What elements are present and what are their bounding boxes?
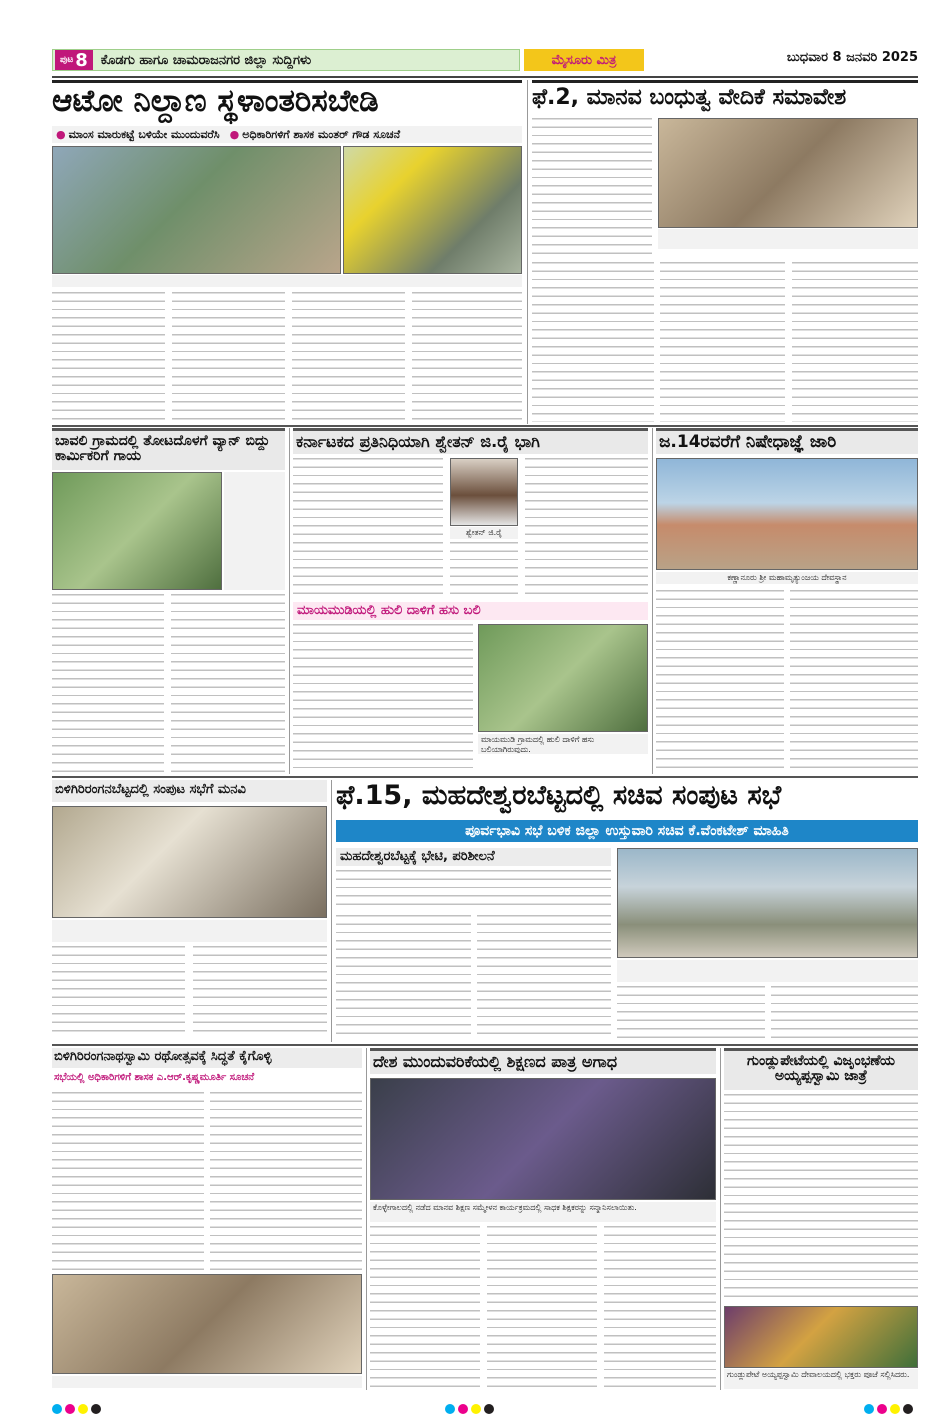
bavali-body-col-2 [171, 594, 285, 772]
auto-body-col-3 [292, 292, 405, 422]
page-number-badge [55, 50, 93, 70]
rathotsava-body-col-1 [52, 1092, 204, 1270]
prohibition-body-col-1 [656, 590, 784, 772]
section-title: ಕೊಡಗು ಹಾಗೂ ಚಾಮರಾಜನಗರ ಜಿಲ್ಲಾ ಸುದ್ದಿಗಳು [100, 52, 312, 68]
feb15-body-col-3 [617, 986, 765, 1038]
photo-shwethan-portrait [450, 458, 518, 526]
feb15-banner: ಪೂರ್ವಭಾವಿ ಸಭೆ ಬಳಿಕ ಜಿಲ್ಲಾ ಉಸ್ತುವಾರಿ ಸಚಿವ ಕೆ.ವೆಂಕಟೇಶ್ ಮಾಹಿತಿ [336, 820, 918, 842]
auto-body-col-2 [172, 292, 285, 422]
tiger-headline-text: ಮಾಯಮುಡಿಯಲ್ಲಿ ಹುಲಿ ದಾಳಿಗೆ ಹಸು ಬಲಿ [297, 603, 481, 618]
feb2-body-col-4 [792, 262, 918, 422]
photo-ayyappa-jatre [724, 1306, 918, 1368]
photo-van-accident [52, 472, 222, 590]
issue-date: ಬುಧವಾರ 8 ಜನವರಿ 2025 [786, 50, 918, 65]
section-header-bar [52, 49, 520, 71]
feb15-subhead: ಮಹದೇಶ್ವರಬೆಟ್ಟಕ್ಕೆ ಭೇಟಿ, ಪರಿಶೀಲನೆ [336, 848, 611, 866]
reg-yellow-dot [471, 1404, 481, 1414]
photo-temple [656, 458, 918, 570]
registration-marks-right [864, 1404, 913, 1414]
education-body-col-3 [604, 1226, 716, 1388]
photo-auto-crowd [52, 146, 341, 274]
reg-magenta-dot [877, 1404, 887, 1414]
reg-magenta-dot [65, 1404, 75, 1414]
karnataka-body-col-3 [525, 458, 648, 598]
bavali-photo-caption [224, 472, 285, 590]
ayyappa-photo-caption: ಗುಂಡ್ಲುಪೇಟೆ ಅಯ್ಯಪ್ಪಸ್ವಾಮಿ ದೇವಾಲಯದಲ್ಲಿ ಭಕ್ತರು ಪೂಜೆ ಸಲ್ಲಿಸಿದರು. [724, 1369, 918, 1389]
feb2-body-col-2 [532, 262, 654, 422]
tiger-body-col-1 [293, 624, 473, 772]
education-body-col-1 [370, 1226, 480, 1388]
bavali-body-col-1 [52, 594, 164, 772]
reg-cyan-dot [52, 1404, 62, 1414]
auto-photo-caption [52, 275, 522, 287]
registration-marks-center [445, 1404, 494, 1414]
prohibition-body-col-2 [790, 590, 918, 772]
column-divider [527, 80, 528, 424]
reg-cyan-dot [864, 1404, 874, 1414]
karnataka-body-col-1 [293, 458, 443, 598]
education-body-col-2 [487, 1226, 597, 1388]
feb2-body-col-3 [660, 262, 785, 422]
auto-subheads [52, 126, 522, 143]
feb2-photo-caption [658, 229, 918, 249]
column-divider-2 [289, 428, 290, 774]
auto-subhead-2: ● ಅಧಿಕಾರಿಗಳಿಗೆ ಶಾಸಕ ಮಂತರ್ ಗೌಡ ಸೂಚನೆ [230, 128, 401, 142]
headline-karnataka: ಕರ್ನಾಟಕದ ಪ್ರತಿನಿಧಿಯಾಗಿ ಶ್ವೇತನ್ ಜಿ.ರೈ ಭಾಗಿ [293, 428, 648, 454]
reg-yellow-dot [78, 1404, 88, 1414]
registration-marks-left [52, 1404, 101, 1414]
column-divider-5 [366, 1048, 367, 1390]
headline-biligiri-cabinet: ಬಿಳಿಗಿರಿರಂಗನಬೆಟ್ಟದಲ್ಲಿ ಸಂಪುಟ ಸಭೆಗೆ ಮನವಿ [52, 780, 327, 802]
rathotsava-photo-caption [52, 1376, 362, 1388]
karnataka-body-col-2 [450, 542, 518, 598]
tiger-photo-caption: ಮಾಯಮುಡಿ ಗ್ರಾಮದಲ್ಲಿ ಹುಲಿ ದಾಳಿಗೆ ಹಸು ಬಲಿಯಾಗಿರುವುದು. [478, 734, 648, 754]
headline-prohibition: ಜ.14ರವರೆಗೆ ನಿಷೇಧಾಜ್ಞೆ ಜಾರಿ [656, 428, 918, 454]
rathotsava-subhead-text: ಸಭೆಯಲ್ಲಿ ಅಧಿಕಾರಿಗಳಿಗೆ ಶಾಸಕ ಎ.ಆರ್.ಕೃಷ್ಣಮೂರ್ತಿ ಸೂಚನೆ [54, 1072, 255, 1083]
reg-yellow-dot [890, 1404, 900, 1414]
photo-feb2-meeting [658, 118, 918, 228]
header-rule [52, 76, 918, 78]
headline-ayyappa: ಗುಂಡ್ಲುಪೇಟೆಯಲ್ಲಿ ವಿಜೃಂಭಣೆಯ ಅಯ್ಯಪ್ಪಸ್ವಾಮಿ ಜಾತ್ರೆ [724, 1048, 918, 1090]
biligiri-photo-caption [52, 920, 327, 942]
page-number: 8 [75, 49, 88, 71]
headline-feb15: ಫೆ.15, ಮಹದೇಶ್ವರಬೆಟ್ಟದಲ್ಲಿ ಸಚಿವ ಸಂಪುಟ ಸಭೆ [336, 780, 782, 811]
auto-body-col-1 [52, 292, 165, 422]
reg-black-dot [484, 1404, 494, 1414]
headline-education: ದೇಶ ಮುಂದುವರಿಕೆಯಲ್ಲಿ ಶಿಕ್ಷಣದ ಪಾತ್ರ ಅಗಾಧ [370, 1048, 716, 1074]
reg-black-dot [91, 1404, 101, 1414]
row-rule-3 [52, 1044, 918, 1046]
feb15-body-col-1 [336, 915, 471, 1038]
education-photo-caption: ಕೊಳ್ಳೇಗಾಲದಲ್ಲಿ ನಡೆದ ಮಾನವ ಶಿಕ್ಷಣ ಸಮ್ಮೇಳನ ಕಾರ್ಯಕ್ರಮದಲ್ಲಿ ಸಾಧಕ ಶಿಕ್ಷಕರನ್ನು ಸನ್ಮಾನಿಸಲಾಯಿತು. [370, 1202, 716, 1222]
newspaper-brand: ಮೈಸೂರು ಮಿತ್ರ [524, 49, 644, 71]
auto-body-col-4 [412, 292, 522, 422]
row-rule-1 [52, 425, 918, 427]
ayyappa-body [724, 1094, 918, 1304]
reg-magenta-dot [458, 1404, 468, 1414]
headline-bavali: ಬಾವಲಿ ಗ್ರಾಮದಲ್ಲಿ ತೋಟದೊಳಗೆ ವ್ಯಾನ್ ಬಿದ್ದು ಕಾರ್ಮಿಕರಿಗೆ ಗಾಯ [52, 428, 285, 470]
reg-black-dot [903, 1404, 913, 1414]
biligiri-body-col-1 [52, 946, 185, 1038]
photo-cow-tiger-attack [478, 624, 648, 732]
headline-auto-stand: ಆಟೋ ನಿಲ್ದಾಣ ಸ್ಥಳಾಂತರಿಸಬೇಡಿ [52, 80, 522, 124]
photo-education-felicitation [370, 1078, 716, 1200]
headline-feb2: ಫೆ.2, ಮಾನವ ಬಂಧುತ್ವ ವೇದಿಕೆ ಸಮಾವೇಶ [532, 80, 918, 114]
shwethan-caption: ಶ್ವೇತನ್ ಜಿ.ರೈ [450, 527, 518, 539]
feb15-body-col-2 [477, 915, 611, 1038]
headline-rathotsava: ಬಿಳಿಗಿರಿರಂಗನಾಥಸ್ವಾಮಿ ರಥೋತ್ಸವಕ್ಕೆ ಸಿದ್ಧತೆ ಕೈಗೊಳ್ಳಿ [52, 1048, 362, 1068]
auto-subhead-1: ● ಮಾಂಸ ಮಾರುಕಟ್ಟೆ ಬಳಿಯೇ ಮುಂದುವರೆಸಿ [56, 128, 220, 142]
photo-auto-rickshaw [343, 146, 522, 274]
feb15-intro [336, 870, 611, 910]
feb15-photo-caption [617, 960, 918, 982]
feb2-body-col-1 [532, 118, 652, 258]
photo-mm-hills-visit [617, 848, 918, 958]
column-divider-4 [331, 780, 332, 1042]
rathotsava-subhead [52, 1071, 362, 1087]
feb15-body-col-4 [771, 986, 918, 1038]
photo-rathotsava-meeting [52, 1274, 362, 1374]
photo-cabinet-request [52, 806, 327, 918]
biligiri-body-col-2 [193, 946, 327, 1038]
rathotsava-body-col-2 [210, 1092, 362, 1270]
reg-cyan-dot [445, 1404, 455, 1414]
column-divider-3 [652, 428, 653, 774]
page-label: ಪುಟ [60, 55, 74, 65]
temple-photo-caption: ಕಣ್ಣಾನೂರು ಶ್ರೀ ಮಹಾಮೃತ್ಯುಂಜಯ ದೇವಸ್ಥಾನ [656, 572, 918, 584]
column-divider-6 [720, 1048, 721, 1390]
headline-tiger [293, 602, 648, 620]
